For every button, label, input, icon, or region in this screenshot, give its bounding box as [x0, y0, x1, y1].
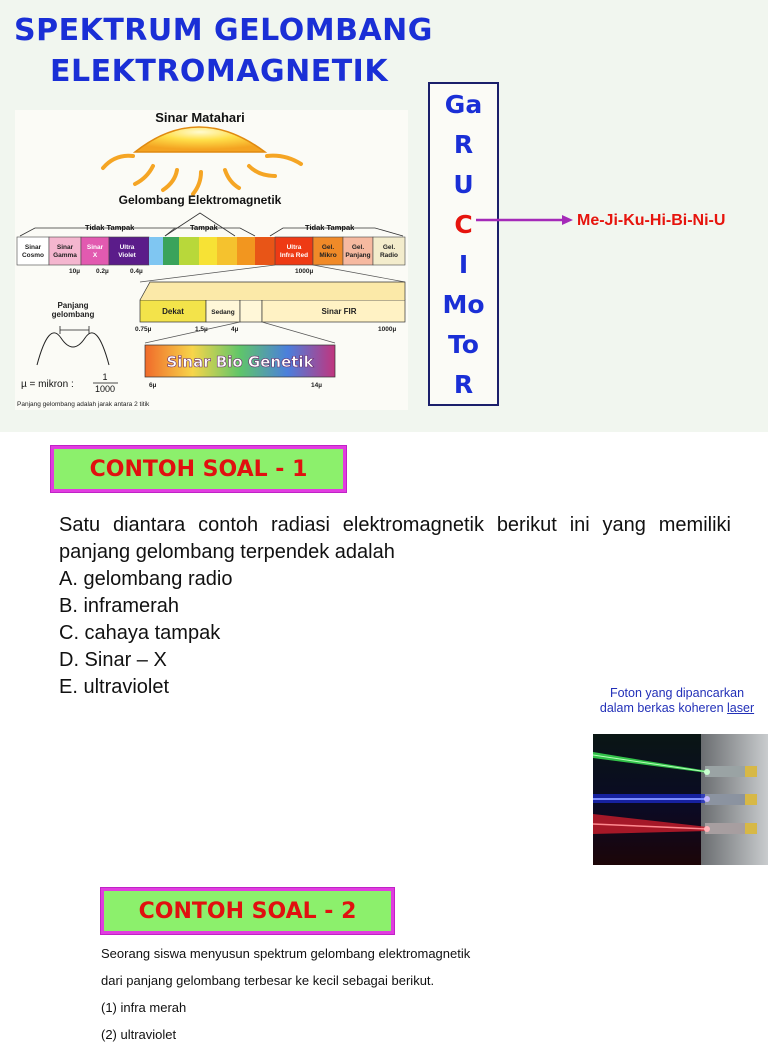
mnemonic-letter: I [458, 250, 469, 279]
ir-band-label: Sedang [211, 309, 235, 316]
ir-band-label: Dekat [162, 307, 184, 316]
spectrum-diagram [15, 110, 408, 410]
mnemonic-letter: U [453, 170, 474, 199]
band-label: X [92, 252, 98, 259]
sun-label: Sinar Matahari [155, 110, 245, 125]
laser-link[interactable]: laser [727, 701, 755, 715]
slide-title-line1: SPEKTRUM GELOMBANG [14, 13, 433, 48]
spectrum-figure [15, 110, 408, 410]
laser-caption [592, 686, 762, 716]
question-2-item1: (1) infra merah [101, 1000, 187, 1015]
laser-caption-line2 [592, 701, 762, 716]
wavelength-label: Panjang [57, 301, 89, 310]
band-label: Sinar [56, 244, 74, 251]
group-label-1: Tidak Tampak [85, 223, 135, 232]
question-2-line1: Seorang siswa menyusun spektrum gelombang elektromagnetik [101, 946, 471, 961]
band-label: Gamma [53, 252, 77, 259]
scale-tick: 0.4µ [130, 268, 143, 275]
bio-tick: 6µ [149, 382, 157, 389]
sun-icon [103, 127, 301, 194]
option-c: C. cahaya tampak [59, 622, 221, 644]
band-label: Ultra [286, 244, 302, 251]
arrow-right-icon [476, 212, 576, 228]
band-label: Violet [118, 252, 136, 259]
question-1-stem: Satu diantara contoh radiasi elektromagnetik berikut ini yang memiliki panjang gelombang terpendek adalah [59, 514, 731, 563]
mnemonic-letter: R [453, 130, 474, 159]
bio-genetic-label: Sinar Bio Genetik [166, 353, 314, 371]
group-label-2: Tampak [190, 223, 218, 232]
figure-footnote: Panjang gelombang adalah jarak antara 2 titik [17, 401, 150, 408]
ir-tick: 1.5µ [195, 326, 208, 333]
band-label: Sinar [86, 244, 104, 251]
laser-caption-text: dalam berkas koheren [599, 701, 728, 715]
contoh-soal-1-badge [51, 446, 346, 492]
micron-label: µ = mikron : [21, 379, 74, 390]
ir-tick: 1000µ [378, 326, 397, 333]
option-e: E. ultraviolet [59, 676, 170, 698]
mnemonic-text: Me-Ji-Ku-Hi-Bi-Ni-U [577, 212, 726, 229]
group-label-3: Tidak Tampak [305, 223, 355, 232]
band-label: Cosmo [21, 252, 45, 259]
scale-tick: 10µ [69, 268, 80, 275]
question-2-line2: dari panjang gelombang terbesar ke kecil sebagai berikut. [101, 973, 435, 988]
spectrum-band [17, 237, 405, 265]
band-label: Gel. [321, 244, 335, 251]
mnemonic-box [428, 82, 499, 406]
option-b: B. inframerah [59, 595, 180, 617]
bio-tick: 14µ [311, 382, 322, 389]
band-label: Infra Red [279, 252, 309, 259]
option-a: A. gelombang radio [59, 568, 233, 590]
wave-icon [37, 333, 109, 365]
band-label: Ultra [119, 244, 135, 251]
band-label: Sinar [24, 244, 42, 251]
band-label: Gel. [351, 244, 365, 251]
mnemonic-letter: R [453, 370, 474, 399]
question-2-item2: (2) ultraviolet [101, 1027, 177, 1042]
ir-tick: 0.75µ [135, 326, 152, 333]
ir-band [240, 300, 262, 322]
band-label: Radio [379, 252, 399, 259]
band-label: Gel. [382, 244, 396, 251]
micron-denominator: 1000 [94, 384, 116, 394]
wavelength-label: gelombang [51, 310, 95, 319]
option-d: D. Sinar – X [59, 649, 167, 671]
question-1 [59, 512, 731, 701]
band-label: Panjang [345, 252, 371, 259]
contoh-soal-1-label: CONTOH SOAL - 1 [89, 456, 308, 482]
ir-tick: 4µ [231, 326, 239, 333]
question-2 [101, 940, 741, 1048]
mnemonic-letter: To [448, 330, 479, 359]
laser-photo [593, 734, 768, 865]
contoh-soal-2-badge [101, 888, 394, 934]
mnemonic-letter: Mo [442, 290, 485, 319]
laser-caption-line1: Foton yang dipancarkan [609, 686, 745, 700]
contoh-soal-2-label: CONTOH SOAL - 2 [138, 898, 357, 924]
mnemonic-letter-highlight: C [454, 210, 473, 239]
slide-title-line2: ELEKTROMAGNETIK [50, 54, 389, 89]
ir-band-label: Sinar FIR [321, 307, 357, 316]
band-label: Mikro [319, 252, 337, 259]
slide-header [0, 0, 768, 432]
micron-numerator: 1 [102, 372, 108, 382]
scale-tick: 1000µ [295, 268, 314, 275]
em-label: Gelombang Elektromagnetik [118, 193, 282, 207]
scale-tick: 0.2µ [96, 268, 109, 275]
mnemonic-letter: Ga [444, 90, 483, 119]
